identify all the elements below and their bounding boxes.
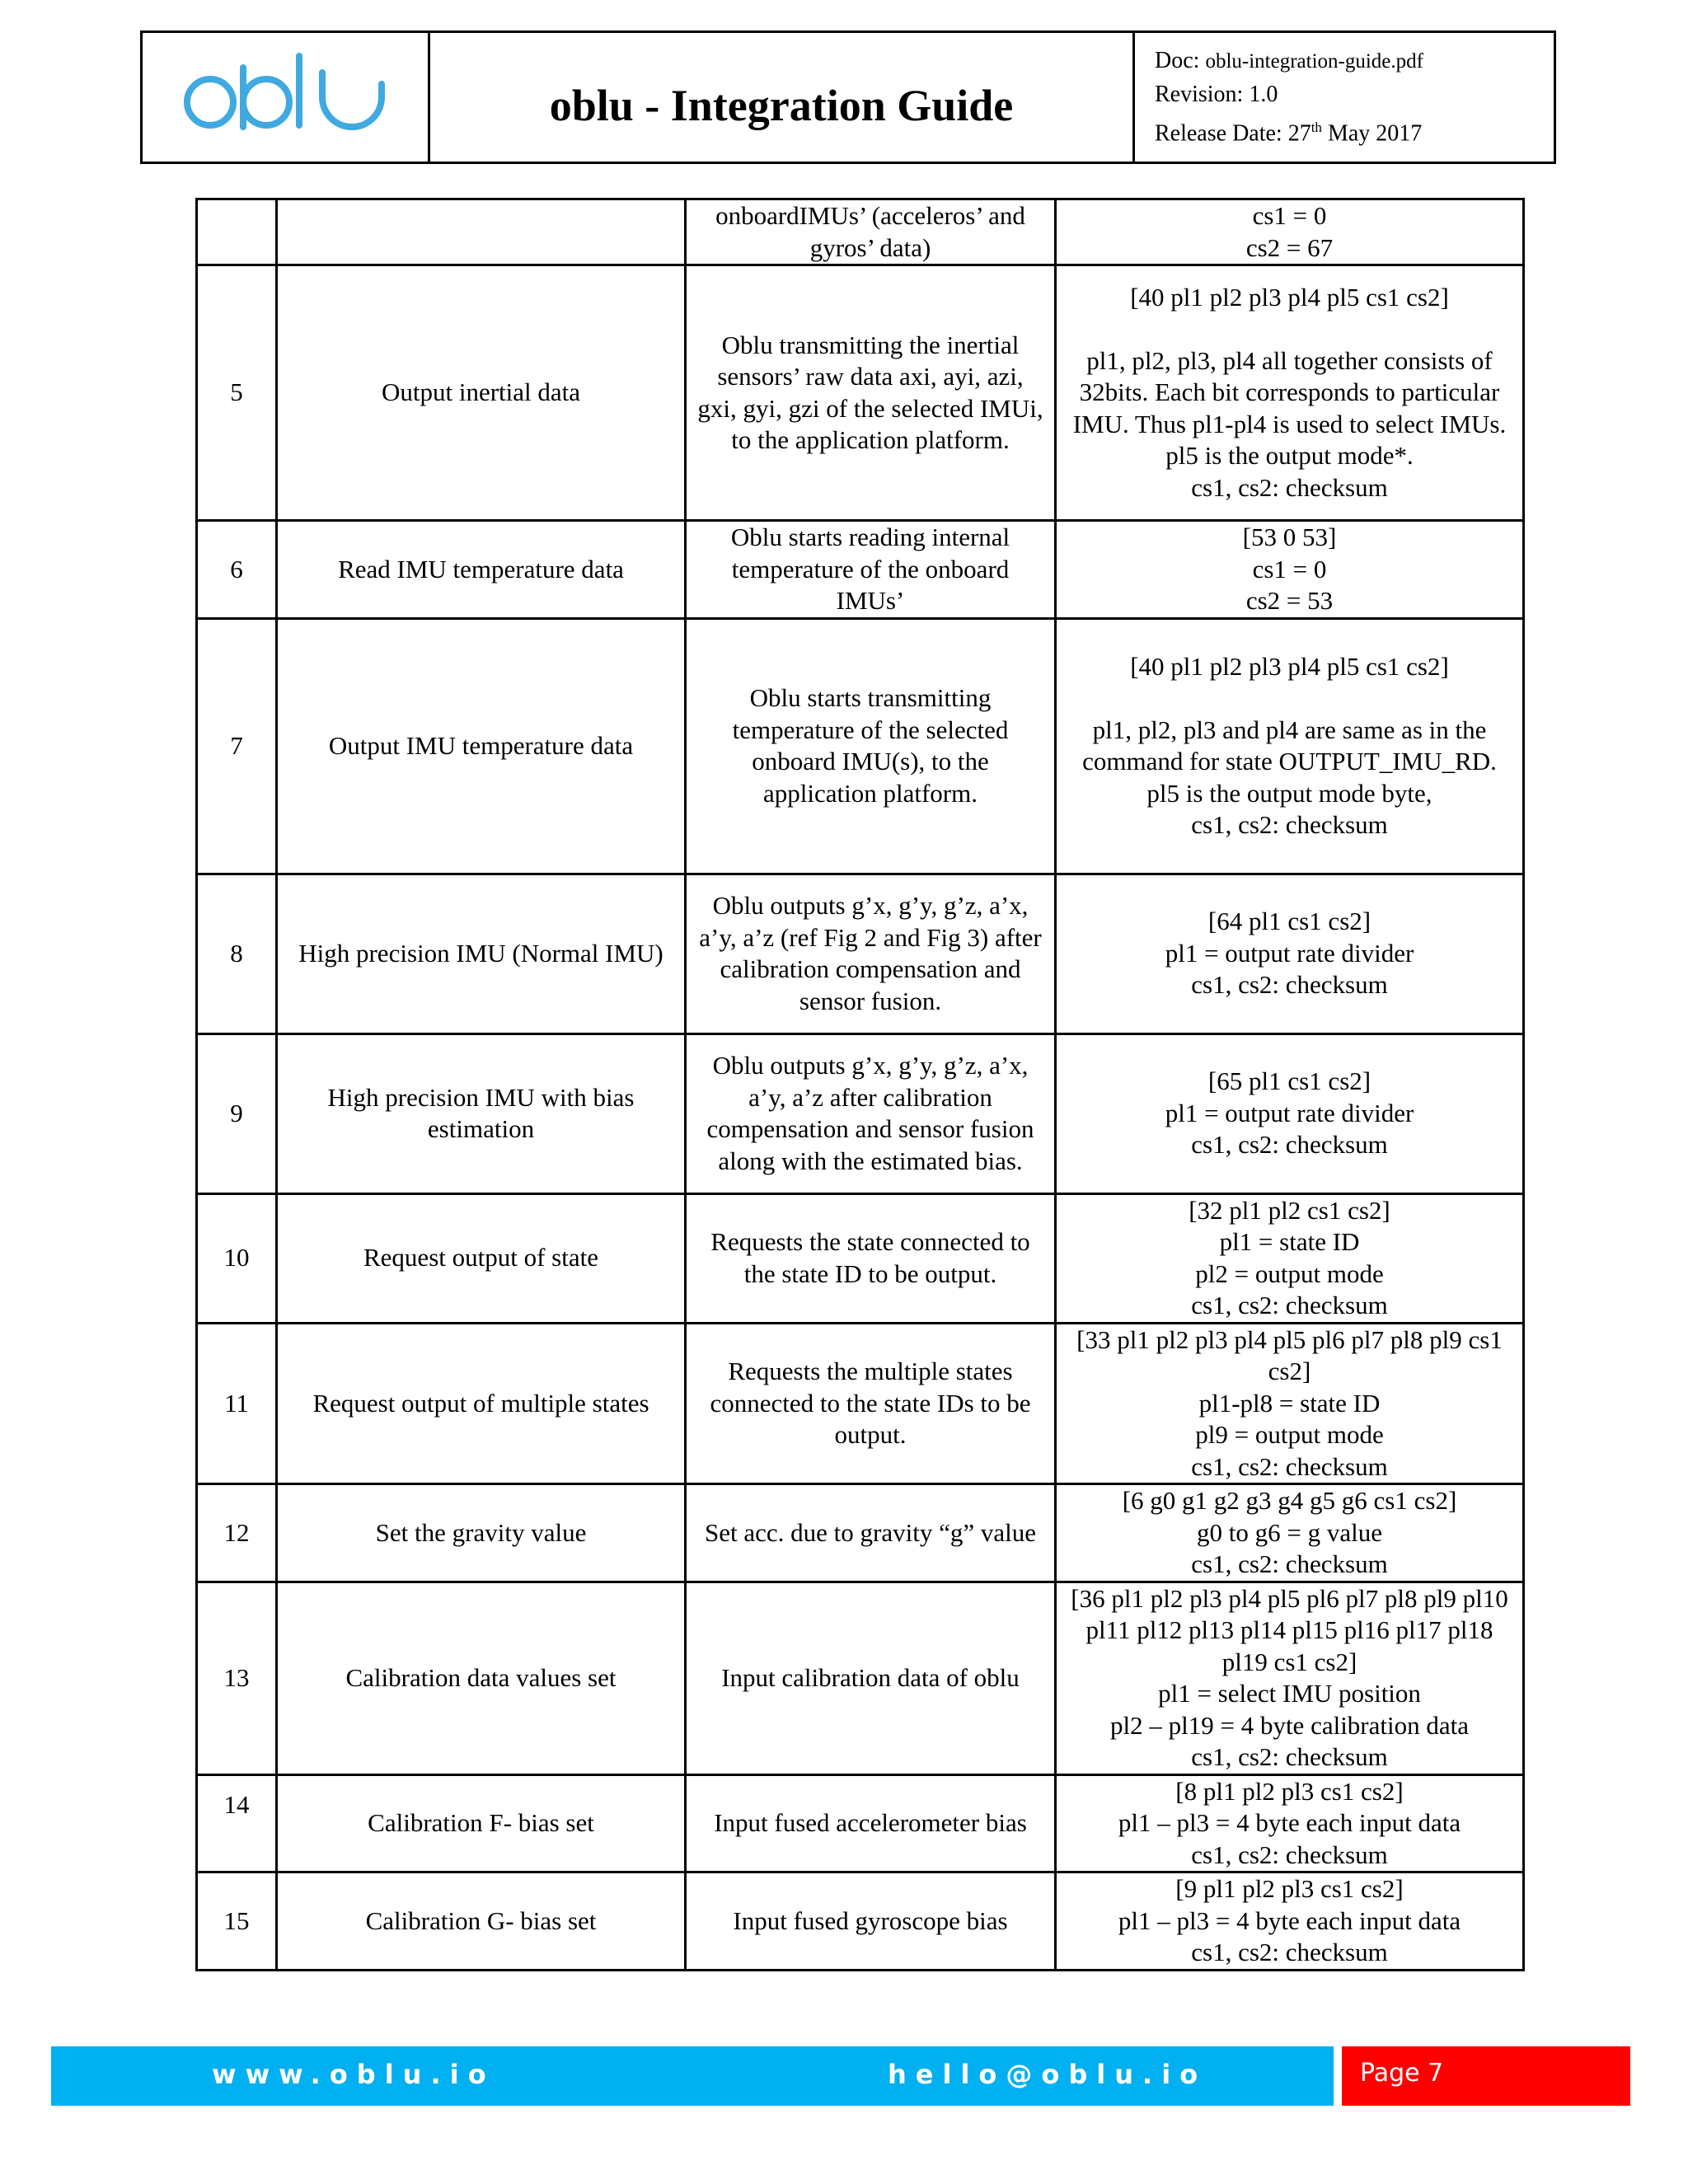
state-description: Requests the multiple states connected to the state IDs to be output. [686, 1323, 1056, 1484]
command-format: [40 pl1 pl2 pl3 pl4 pl5 cs1 cs2] pl1, pl2, pl3 and pl4 are same as in the command for state OUTPUT_IMU_RD. pl5 is the output mode byte, cs1, cs2: checksum [1056, 618, 1524, 874]
state-name: Request output of state [277, 1193, 686, 1323]
state-description: Oblu outputs g’x, g’y, g’z, a’x, a’y, a’z (ref Fig 2 and Fig 3) after calibration compensation and sensor fusion. [686, 874, 1056, 1033]
command-format: [53 0 53] cs1 = 0 cs2 = 53 [1056, 521, 1524, 619]
email-link[interactable]: hello@oblu.io [888, 2059, 1207, 2090]
website-link[interactable]: www.oblu.io [212, 2059, 495, 2090]
release-line: Release Date: 27th May 2017 [1155, 120, 1423, 147]
command-format: [6 g0 g1 g2 g3 g4 g5 g6 cs1 cs2] g0 to g6 = g value cs1, cs2: checksum [1056, 1484, 1524, 1582]
state-description: Oblu starts transmitting temperature of the selected onboard IMU(s), to the application platform. [686, 618, 1056, 874]
table-row [197, 199, 1524, 265]
command-format: [40 pl1 pl2 pl3 pl4 pl5 cs1 cs2] pl1, pl2, pl3, pl4 all together consists of 32bits. Each bit corresponds to particular IMU. Thus pl1-pl4 is used to select IMUs. pl5 is the output mode*. cs1, cs2: checksum [1056, 265, 1524, 521]
table-row [197, 618, 1524, 874]
table-row [197, 1774, 1524, 1872]
revision-line: Revision: 1.0 [1155, 82, 1278, 107]
command-format: [64 pl1 cs1 cs2] pl1 = output rate divider cs1, cs2: checksum [1056, 874, 1524, 1033]
state-number: 5 [197, 265, 277, 521]
table-row [197, 874, 1524, 1033]
state-number: 14 [197, 1774, 277, 1872]
state-number [197, 199, 277, 265]
state-name: Request output of multiple states [277, 1323, 686, 1484]
state-number: 7 [197, 618, 277, 874]
footer-bar [51, 2046, 1334, 2106]
state-number: 11 [197, 1323, 277, 1484]
table-row [197, 1193, 1524, 1323]
state-description: Input calibration data of oblu [686, 1582, 1056, 1774]
state-number: 10 [197, 1193, 277, 1323]
doc-line [1155, 45, 1554, 78]
state-number: 9 [197, 1033, 277, 1193]
oblu-logo-icon [174, 48, 396, 147]
table-row [197, 1033, 1524, 1193]
document-title: oblu - Integration Guide [430, 33, 1135, 162]
state-description: Requests the state connected to the state ID to be output. [686, 1193, 1056, 1323]
state-number: 15 [197, 1872, 277, 1971]
document-meta [1135, 33, 1554, 162]
state-description: Oblu transmitting the inertial sensors’ raw data axi, ayi, azi, gxi, gyi, gzi of the selected IMUi, to the application platform. [686, 265, 1056, 521]
state-description: Set acc. due to gravity “g” value [686, 1484, 1056, 1582]
command-format: [36 pl1 pl2 pl3 pl4 pl5 pl6 pl7 pl8 pl9 pl10 pl11 pl12 pl13 pl14 pl15 pl16 pl17 pl18 pl19 cs1 cs2] pl1 = select IMU position pl2 – pl19 = 4 byte calibration data cs1, cs2: checksum [1056, 1582, 1524, 1774]
state-number: 6 [197, 521, 277, 619]
table-row [197, 1582, 1524, 1774]
state-name: Output inertial data [277, 265, 686, 521]
state-description: Oblu outputs g’x, g’y, g’z, a’x, a’y, a’z after calibration compensation and sensor fusion along with the estimated bias. [686, 1033, 1056, 1193]
state-name: Calibration G- bias set [277, 1872, 686, 1971]
oblu-logo [143, 33, 430, 162]
command-format: [32 pl1 pl2 cs1 cs2] pl1 = state ID pl2 = output mode cs1, cs2: checksum [1056, 1193, 1524, 1323]
doc-label: Doc: [1155, 48, 1206, 73]
doc-name: oblu-integration-guide.pdf [1205, 50, 1423, 73]
state-number: 12 [197, 1484, 277, 1582]
command-table [195, 198, 1525, 1971]
table-row [197, 521, 1524, 619]
state-name: Calibration data values set [277, 1582, 686, 1774]
state-description: onboardIMUs’ (acceleros’ and gyros’ data) [686, 199, 1056, 265]
table-row [197, 1323, 1524, 1484]
command-format: [65 pl1 cs1 cs2] pl1 = output rate divider cs1, cs2: checksum [1056, 1033, 1524, 1193]
command-format: [9 pl1 pl2 pl3 cs1 cs2] pl1 – pl3 = 4 byte each input data cs1, cs2: checksum [1056, 1872, 1524, 1971]
page-number: Page 7 [1342, 2046, 1630, 2106]
state-name: Output IMU temperature data [277, 618, 686, 874]
state-name: Calibration F- bias set [277, 1774, 686, 1872]
table-row [197, 265, 1524, 521]
table-row [197, 1484, 1524, 1582]
state-name: High precision IMU (Normal IMU) [277, 874, 686, 1033]
table-row [197, 1872, 1524, 1971]
command-format: cs1 = 0 cs2 = 67 [1056, 199, 1524, 265]
command-format: [8 pl1 pl2 pl3 cs1 cs2] pl1 – pl3 = 4 byte each input data cs1, cs2: checksum [1056, 1774, 1524, 1872]
state-name: Read IMU temperature data [277, 521, 686, 619]
state-number: 8 [197, 874, 277, 1033]
state-number: 13 [197, 1582, 277, 1774]
command-format: [33 pl1 pl2 pl3 pl4 pl5 pl6 pl7 pl8 pl9 cs1 cs2] pl1-pl8 = state ID pl9 = output mode cs1, cs2: checksum [1056, 1323, 1524, 1484]
state-name [277, 199, 686, 265]
page-header [140, 30, 1556, 164]
state-description: Input fused accelerometer bias [686, 1774, 1056, 1872]
state-name: Set the gravity value [277, 1484, 686, 1582]
state-description: Input fused gyroscope bias [686, 1872, 1056, 1971]
state-description: Oblu starts reading internal temperature of the onboard IMUs’ [686, 521, 1056, 619]
state-name: High precision IMU with bias estimation [277, 1033, 686, 1193]
